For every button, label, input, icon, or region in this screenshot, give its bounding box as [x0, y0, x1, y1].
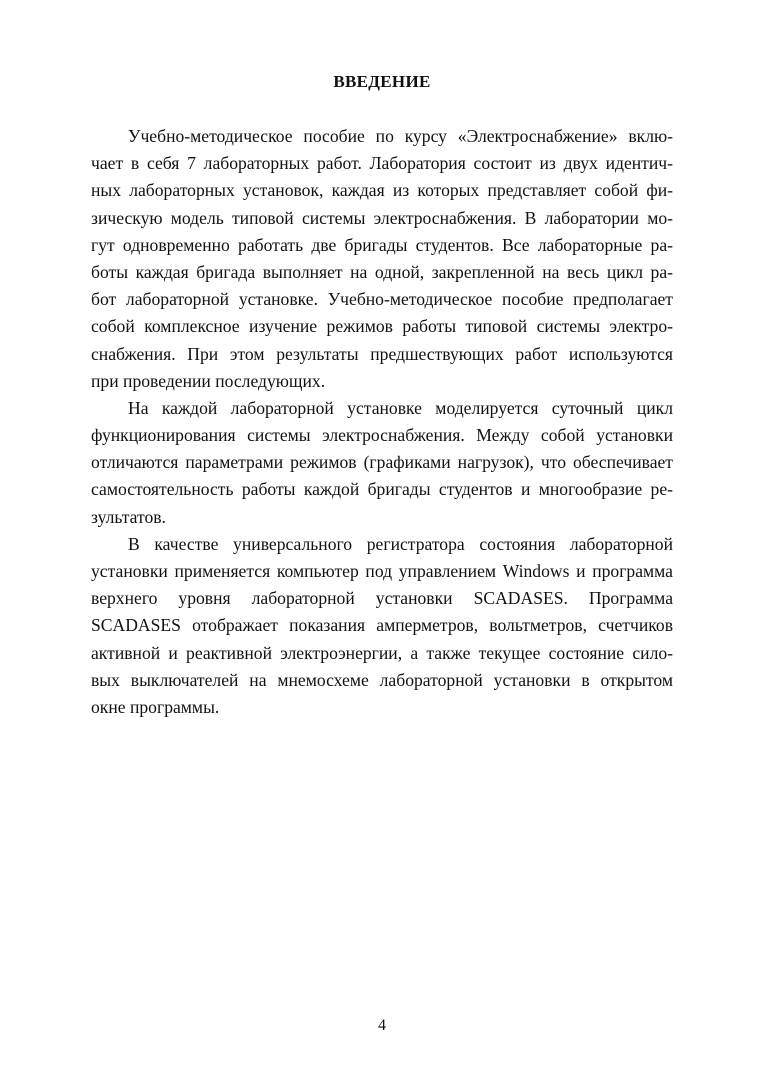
text-line: На каждой лабораторной установке моделируется суточный цикл: [128, 397, 673, 418]
paragraph-1: [91, 123, 673, 395]
text-line: чает в себя 7 лабораторных работ. Лаборатория состоит из двух идентич-: [91, 153, 673, 174]
paragraph-2: [91, 395, 673, 531]
section-title: ВВЕДЕНИЕ: [333, 72, 431, 91]
text-line: снабжения. При этом результаты предшествующих работ используются: [91, 343, 673, 364]
text-line: самостоятельность работы каждой бригады студентов и многообразие ре-: [91, 479, 673, 500]
paragraph-3: [91, 531, 673, 721]
text-line: отличаются параметрами режимов (графиками нагрузок), что обеспечивает: [91, 452, 673, 473]
text-line: В качестве универсального регистратора состояния лабораторной: [128, 533, 673, 554]
text-line: Учебно-методическое пособие по курсу «Электроснабжение» вклю-: [128, 126, 673, 146]
text-line: активной и реактивной электроэнергии, а также текущее состояние сило-: [91, 642, 673, 663]
text-line: ных лабораторных установок, каждая из которых представляет собой фи-: [91, 180, 673, 201]
text-line: установки применяется компьютер под управлением Windows и программа: [91, 561, 673, 581]
text-line: вых выключателей на мнемосхеме лабораторной установки в открытом: [91, 669, 673, 690]
text-line: верхнего уровня лабораторной установки SCADASES. Программа: [91, 588, 673, 609]
text-line: собой комплексное изучение режимов работы типовой системы электро-: [91, 316, 673, 337]
body-text: [91, 123, 673, 721]
text-line: зультатов.: [91, 506, 166, 527]
text-line: боты каждая бригада выполняет на одной, закрепленной на весь цикл ра-: [91, 261, 673, 282]
text-line: зическую модель типовой системы электроснабжения. В лаборатории мо-: [91, 207, 673, 228]
text-line: при проведении последующих.: [91, 370, 326, 391]
text-line: окне программы.: [91, 696, 220, 717]
page-number: 4: [378, 1017, 386, 1034]
text-line: гут одновременно работать две бригады студентов. Все лабораторные ра-: [91, 234, 673, 255]
text-line: бот лабораторной установке. Учебно-методическое пособие предполагает: [91, 289, 673, 310]
text-line: функционирования системы электроснабжения. Между собой установки: [91, 425, 673, 446]
text-line: SCADASES отображает показания амперметров, вольтметров, счетчиков: [91, 615, 673, 636]
